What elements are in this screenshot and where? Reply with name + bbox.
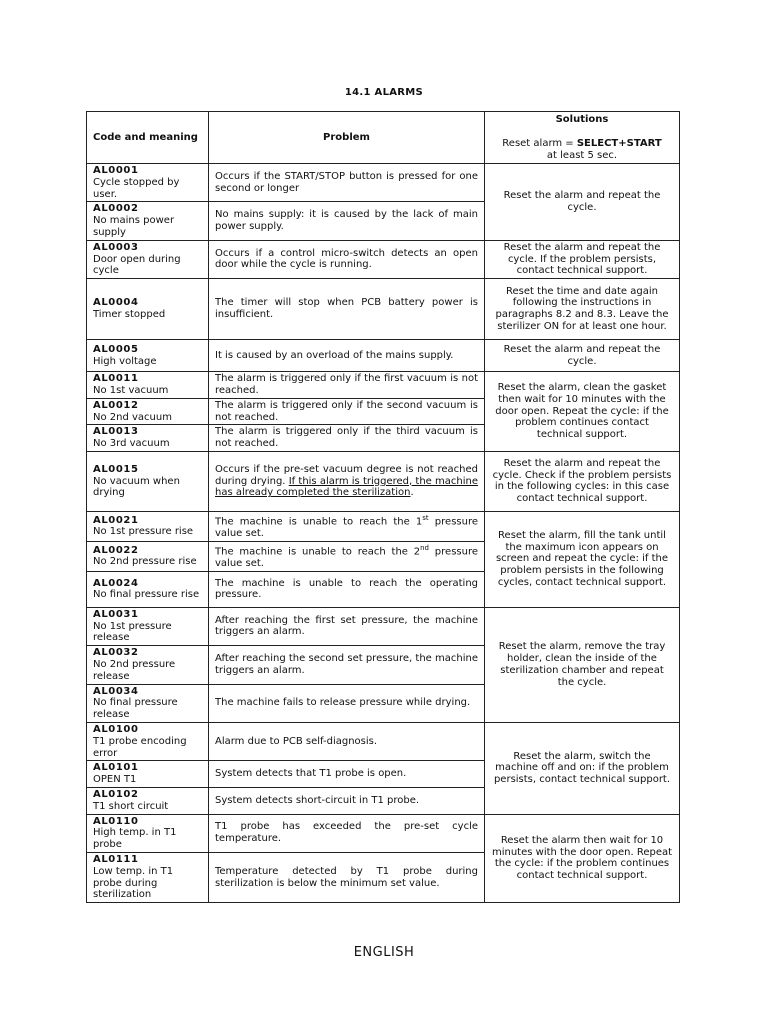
alarm-code: AL0013 — [93, 426, 139, 438]
alarm-problem: System detects short-circuit in T1 probe. — [209, 787, 485, 814]
alarm-meaning: T1 probe encoding error — [93, 735, 187, 759]
alarm-meaning: No 2nd vacuum — [93, 411, 172, 423]
alarm-problem: The machine is unable to reach the operating pressure. — [209, 571, 485, 607]
alarm-meaning: No 2nd pressure rise — [93, 556, 197, 568]
alarm-code-cell — [87, 722, 209, 760]
header-solutions — [485, 112, 680, 164]
alarms-table — [86, 111, 680, 903]
alarm-code-cell — [87, 164, 209, 202]
alarm-problem: The timer will stop when PCB battery power is insufficient. — [209, 279, 485, 340]
table-row — [87, 607, 680, 645]
alarm-code: AL0003 — [93, 241, 139, 253]
ordinal-suffix: nd — [420, 543, 429, 552]
alarm-code: AL0012 — [93, 399, 139, 411]
alarm-problem: T1 probe has exceeded the pre-set cycle temperature. — [209, 814, 485, 852]
alarm-code-cell — [87, 279, 209, 340]
alarm-problem: System detects that T1 probe is open. — [209, 761, 485, 788]
alarm-code-cell — [87, 607, 209, 645]
problem-text-end: pressure value set. — [215, 546, 478, 569]
alarm-code: AL0015 — [93, 463, 139, 475]
alarm-solution: Reset the alarm, remove the tray holder, clean the inside of the sterilization chamber and repeat the cycle. — [485, 607, 680, 722]
alarm-problem — [209, 541, 485, 571]
header-code: Code and meaning — [87, 112, 209, 164]
alarm-code-cell — [87, 240, 209, 278]
alarm-problem: It is caused by an overload of the mains supply. — [209, 340, 485, 372]
alarm-problem: Occurs if the START/STOP button is pressed for one second or longer — [209, 164, 485, 202]
solutions-title: Solutions — [555, 114, 609, 125]
table-row — [87, 164, 680, 202]
alarm-solution: Reset the alarm, switch the machine off and on: if the problem persists, contact technical support. — [485, 722, 680, 814]
alarm-code: AL0004 — [93, 297, 139, 309]
alarm-problem — [209, 451, 485, 511]
alarm-problem: The alarm is triggered only if the second vacuum is not reached. — [209, 398, 485, 425]
problem-text: The machine is unable to reach the 1 — [215, 516, 423, 528]
alarm-code-cell — [87, 202, 209, 240]
alarm-code: AL0034 — [93, 685, 139, 697]
alarm-code-cell — [87, 852, 209, 902]
alarm-solution: Reset the alarm, fill the tank until the maximum icon appears on screen and repeat the cycle: if the problem persists in the following cycles, contact technical support. — [485, 511, 680, 607]
solutions-suffix: at least 5 sec. — [546, 149, 618, 161]
table-row — [87, 240, 680, 278]
alarm-solution: Reset the alarm and repeat the cycle. Check if the problem persists in the following cycles: in this case contact technical support. — [485, 451, 680, 511]
alarm-solution: Reset the alarm and repeat the cycle. — [485, 164, 680, 241]
alarm-code: AL0011 — [93, 373, 139, 385]
alarm-code: AL0005 — [93, 343, 139, 355]
alarm-problem: After reaching the second set pressure, the machine triggers an alarm. — [209, 646, 485, 684]
alarm-problem — [209, 511, 485, 541]
problem-warning: If this alarm is triggered, the machine has already completed the sterilization — [215, 475, 478, 499]
alarm-code: AL0100 — [93, 723, 139, 735]
alarm-problem: No mains supply: it is caused by the lack of main power supply. — [209, 202, 485, 240]
alarm-code-cell — [87, 425, 209, 452]
alarm-meaning: No 1st pressure rise — [93, 526, 194, 538]
header-problem: Problem — [209, 112, 485, 164]
alarm-code-cell — [87, 451, 209, 511]
alarm-code-cell — [87, 684, 209, 722]
section-title: 14.1 ALARMS — [344, 87, 424, 98]
solutions-keys: SELECT+START — [576, 137, 662, 149]
table-row — [87, 279, 680, 340]
alarm-problem: Alarm due to PCB self-diagnosis. — [209, 722, 485, 760]
table-row — [87, 372, 680, 399]
alarm-code: AL0111 — [93, 853, 139, 865]
alarm-code-cell — [87, 814, 209, 852]
language-footer: ENGLISH — [353, 945, 415, 960]
alarm-code-cell — [87, 340, 209, 372]
alarm-code-cell — [87, 372, 209, 399]
alarm-meaning: High voltage — [93, 355, 157, 367]
alarm-solution: Reset the alarm then wait for 10 minutes with the door open. Repeat the cycle: if the problem continues contact technical support. — [485, 814, 680, 903]
ordinal-suffix: st — [422, 513, 429, 522]
alarm-code: AL0021 — [93, 514, 139, 526]
alarm-meaning: No final pressure release — [93, 697, 178, 721]
alarm-meaning: Cycle stopped by user. — [93, 176, 180, 200]
alarm-problem: After reaching the first set pressure, the machine triggers an alarm. — [209, 607, 485, 645]
table-row — [87, 722, 680, 760]
table-row — [87, 511, 680, 541]
alarm-problem: The alarm is triggered only if the first vacuum is not reached. — [209, 372, 485, 399]
alarm-code: AL0022 — [93, 544, 139, 556]
table-row — [87, 451, 680, 511]
alarm-meaning: No final pressure rise — [93, 589, 200, 601]
table-row — [87, 814, 680, 852]
table-row — [87, 340, 680, 372]
alarm-code: AL0110 — [93, 815, 139, 827]
alarm-code-cell — [87, 646, 209, 684]
alarm-meaning: High temp. in T1 probe — [93, 827, 177, 851]
solutions-prefix: Reset alarm = — [502, 137, 577, 149]
alarm-code: AL0002 — [93, 203, 139, 215]
alarm-meaning: T1 short circuit — [93, 800, 169, 812]
problem-end: . — [410, 487, 414, 499]
alarm-code-cell — [87, 541, 209, 571]
alarm-meaning: No vacuum when drying — [93, 475, 180, 499]
alarm-code: AL0102 — [93, 788, 139, 800]
alarm-problem: Temperature detected by T1 probe during sterilization is below the minimum set value. — [209, 852, 485, 902]
problem-text: Occurs if the pre-set vacuum degree is not reached during drying. — [215, 463, 478, 487]
alarm-meaning: No 2nd pressure release — [93, 658, 176, 682]
alarm-meaning: No 1st pressure release — [93, 620, 172, 644]
alarm-meaning: OPEN T1 — [93, 774, 137, 786]
alarm-meaning: Low temp. in T1 probe during sterilization — [93, 865, 174, 901]
alarm-code-cell — [87, 761, 209, 788]
alarm-solution: Reset the alarm, clean the gasket then wait for 10 minutes with the door open. Repeat the cycle: if the problem continues contact technical support. — [485, 372, 680, 452]
alarm-meaning: No mains power supply — [93, 215, 175, 238]
alarm-code: AL0001 — [93, 165, 139, 176]
alarm-code-cell — [87, 511, 209, 541]
alarm-code: AL0032 — [93, 647, 139, 659]
alarm-solution: Reset the time and date again following the instructions in paragraphs 8.2 and 8.3. Leave the sterilizer ON for at least one hour. — [485, 279, 680, 340]
problem-text-end: pressure value set. — [215, 516, 478, 540]
table-header-row — [87, 112, 680, 164]
alarm-meaning: Timer stopped — [93, 309, 166, 321]
alarm-meaning: Door open during cycle — [93, 253, 181, 277]
alarm-code-cell — [87, 787, 209, 814]
alarm-meaning: No 3rd vacuum — [93, 438, 170, 450]
alarm-meaning: No 1st vacuum — [93, 384, 169, 396]
alarm-code-cell — [87, 571, 209, 607]
alarm-code: AL0024 — [93, 577, 139, 589]
problem-text: The machine is unable to reach the 2 — [215, 546, 421, 558]
alarm-problem: Occurs if a control micro-switch detects an open door while the cycle is running. — [209, 240, 485, 278]
alarm-problem: The machine fails to release pressure while drying. — [209, 684, 485, 722]
alarm-solution: Reset the alarm and repeat the cycle. — [485, 340, 680, 372]
alarm-solution: Reset the alarm and repeat the cycle. If the problem persists, contact technical support. — [485, 240, 680, 278]
alarm-code: AL0101 — [93, 762, 139, 774]
alarm-code-cell — [87, 398, 209, 425]
alarm-problem: The alarm is triggered only if the third vacuum is not reached. — [209, 425, 485, 452]
alarm-code: AL0031 — [93, 608, 139, 620]
